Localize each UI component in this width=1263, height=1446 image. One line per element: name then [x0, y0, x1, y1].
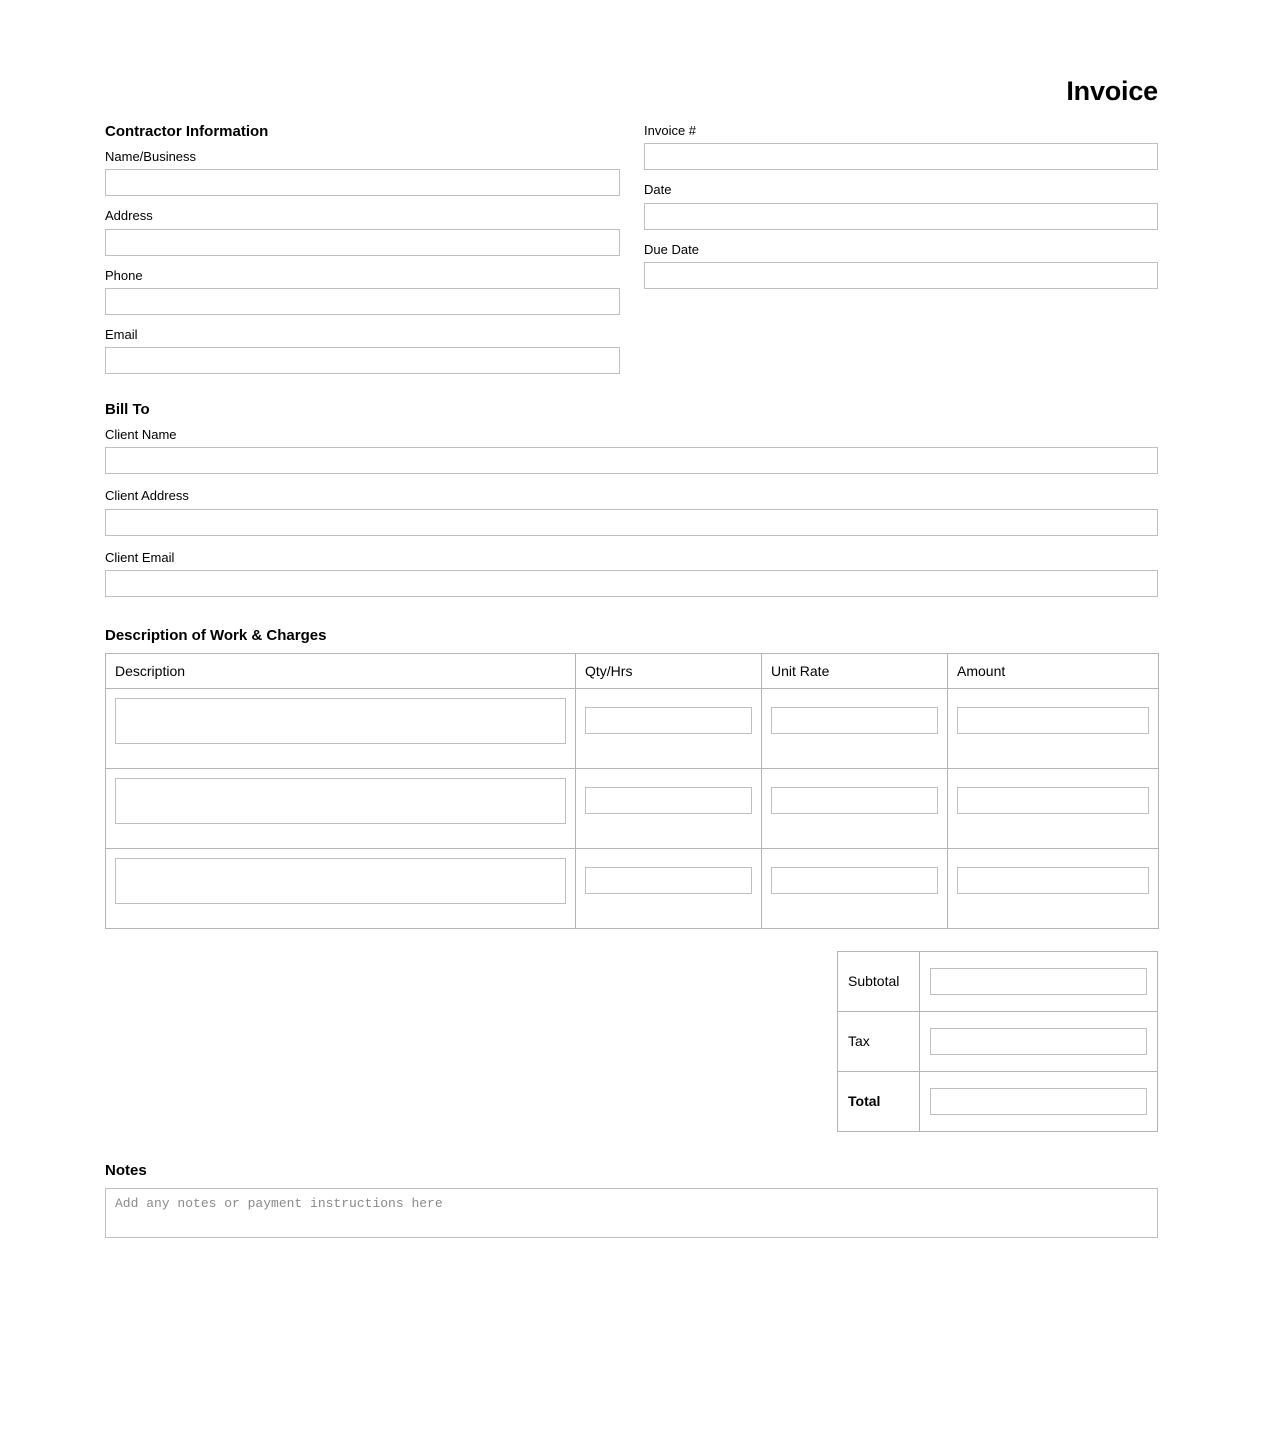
phone-label: Phone — [105, 267, 143, 283]
cell-description — [106, 848, 576, 928]
cell-unit-rate — [762, 688, 948, 768]
client-address-label: Client Address — [105, 488, 189, 504]
column-header-qty-hrs: Qty/Hrs — [576, 653, 762, 688]
address-label: Address — [105, 208, 153, 224]
line-item-amount-input-1[interactable] — [957, 707, 1149, 734]
line-item-amount-input-2[interactable] — [957, 787, 1149, 814]
cell-amount — [948, 768, 1159, 848]
line-item-qty-input-3[interactable] — [585, 867, 752, 894]
tax-label: Tax — [838, 1011, 920, 1071]
cell-qty — [576, 848, 762, 928]
due-date-label: Due Date — [644, 241, 699, 257]
table-row — [106, 768, 1159, 848]
total-label: Total — [838, 1071, 920, 1131]
email-input[interactable] — [105, 347, 620, 374]
field-client-name — [105, 427, 1158, 474]
invoice-meta-section — [644, 123, 1158, 289]
client-name-label: Client Name — [105, 427, 177, 442]
cell-description — [106, 688, 576, 768]
table-row — [106, 688, 1159, 768]
cell-amount — [948, 848, 1159, 928]
cell-unit-rate — [762, 768, 948, 848]
subtotal-label: Subtotal — [838, 951, 920, 1011]
line-item-description-input-1[interactable] — [115, 698, 566, 744]
tax-input[interactable] — [930, 1028, 1147, 1055]
totals-row-subtotal — [838, 951, 1158, 1011]
work-charges-heading: Description of Work & Charges — [105, 626, 327, 644]
page-title: Invoice — [1066, 76, 1158, 106]
name-business-input[interactable] — [105, 169, 620, 196]
line-item-unit-rate-input-3[interactable] — [771, 867, 938, 894]
line-item-description-input-2[interactable] — [115, 778, 566, 824]
cell-qty — [576, 768, 762, 848]
line-item-qty-input-1[interactable] — [585, 707, 752, 734]
line-item-unit-rate-input-2[interactable] — [771, 787, 938, 814]
line-item-description-input-3[interactable] — [115, 858, 566, 904]
work-charges-section — [105, 627, 1158, 929]
total-cell — [920, 1071, 1158, 1131]
notes-input[interactable] — [105, 1188, 1158, 1238]
cell-qty — [576, 688, 762, 768]
client-address-input[interactable] — [105, 509, 1158, 536]
cell-amount — [948, 688, 1159, 768]
header-columns — [105, 123, 1158, 374]
notes-heading: Notes — [105, 1161, 147, 1179]
field-client-email — [105, 550, 1158, 597]
invoice-number-label: Invoice # — [644, 123, 697, 138]
line-item-qty-input-2[interactable] — [585, 787, 752, 814]
field-address — [105, 208, 620, 255]
field-client-address — [105, 488, 1158, 535]
invoice-number-input[interactable] — [644, 143, 1158, 170]
name-business-label: Name/Business — [105, 149, 197, 164]
client-email-input[interactable] — [105, 570, 1158, 597]
totals-table — [837, 951, 1158, 1132]
totals-row-total — [838, 1071, 1158, 1131]
column-header-unit-rate: Unit Rate — [762, 653, 948, 688]
table-row — [106, 848, 1159, 928]
totals-row-tax — [838, 1011, 1158, 1071]
tax-cell — [920, 1011, 1158, 1071]
column-header-amount: Amount — [948, 653, 1159, 688]
subtotal-cell — [920, 951, 1158, 1011]
subtotal-input[interactable] — [930, 968, 1147, 995]
email-label: Email — [105, 326, 138, 342]
table-header-row — [106, 653, 1159, 688]
field-date — [644, 182, 1158, 229]
bill-to-heading: Bill To — [105, 401, 150, 418]
line-items-table — [105, 653, 1159, 929]
field-due-date — [644, 242, 1158, 289]
field-name-business — [105, 149, 620, 196]
total-input[interactable] — [930, 1088, 1147, 1115]
contractor-information-section — [105, 123, 620, 374]
bill-to-section — [105, 401, 1158, 597]
field-email — [105, 327, 620, 374]
address-input[interactable] — [105, 229, 620, 256]
cell-unit-rate — [762, 848, 948, 928]
date-input[interactable] — [644, 203, 1158, 230]
client-name-input[interactable] — [105, 447, 1158, 474]
invoice-sheet — [105, 78, 1158, 1238]
field-invoice-number — [644, 123, 1158, 170]
column-header-description: Description — [106, 653, 576, 688]
contractor-information-heading: Contractor Information — [105, 123, 269, 140]
field-phone — [105, 268, 620, 315]
phone-input[interactable] — [105, 288, 620, 315]
cell-description — [106, 768, 576, 848]
date-label: Date — [644, 182, 672, 198]
line-item-amount-input-3[interactable] — [957, 867, 1149, 894]
notes-section — [105, 1162, 1158, 1238]
totals-section — [105, 951, 1158, 1132]
line-item-unit-rate-input-1[interactable] — [771, 707, 938, 734]
due-date-input[interactable] — [644, 262, 1158, 289]
client-email-label: Client Email — [105, 549, 175, 565]
